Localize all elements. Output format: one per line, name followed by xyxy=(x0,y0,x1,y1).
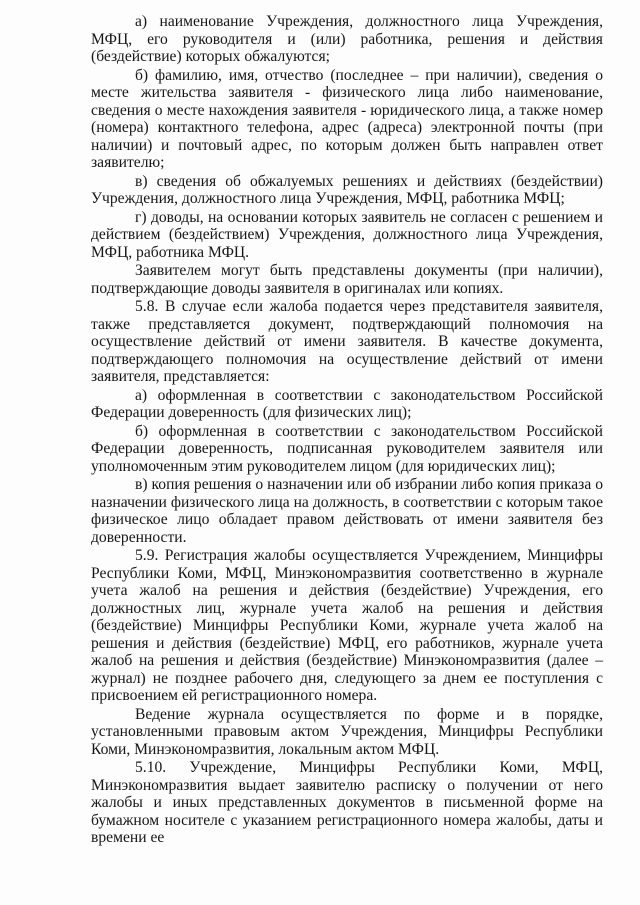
paragraph-supporting-documents: Заявителем могут быть представлены документы (при наличии), подтверждающие доводы заявителя в оригиналах или копиях. xyxy=(91,262,603,297)
paragraph-authority-item-b: б) оформленная в соответствии с законодательством Российской Федерации доверенность, подписанная руководителем заявителя или уполномоченным этим руководителем лицом (для юридических лиц); xyxy=(91,422,603,475)
paragraph-complaint-item-a: а) наименование Учреждения, должностного лица Учреждения, МФЦ, его руководителя и (или) работника, решения и действия (бездействие) которых обжалуются; xyxy=(91,13,603,65)
paragraph-authority-item-v: в) копия решения о назначении или об избрании либо копия приказа о назначении физического лица на должность, в соответствии с которым такое физическое лицо обладает правом действовать от имени заявителя без доверенности. xyxy=(91,476,603,546)
paragraph-section-5-8: 5.8. В случае если жалоба подается через представителя заявителя, также представляется документ, подтверждающий полномочия на осуществление действий от имени заявителя. В качестве документа, подтверждающего полномочия на осуществление действий от имени заявителя, представляется: xyxy=(91,298,603,385)
paragraph-complaint-item-g: г) доводы, на основании которых заявитель не согласен с решением и действием (бездействием) Учреждения, должностного лица Учреждения, МФЦ, работника МФЦ. xyxy=(91,208,603,261)
paragraph-section-5-10: 5.10. Учреждение, Минцифры Республики Коми, МФЦ, Минэкономразвития выдает заявителю расписку о получении от него жалобы и иных представленных документов в письменной форме на бумажном носителе с указанием регистрационного номера жалобы, даты и времени ее xyxy=(91,759,603,846)
paragraph-complaint-item-b: б) фамилию, имя, отчество (последнее – при наличии), сведения о месте жительства заявителя - физического лица либо наименование, сведения о месте нахождения заявителя - юридического лица, а также номер (номера) контактного телефона, адрес (адреса) электронной почты (при наличии) и почтовый адрес, по которым должен быть направлен ответ заявителю; xyxy=(91,66,603,171)
paragraph-journal-maintenance: Ведение журнала осуществляется по форме и в порядке, установленными правовым актом Учреждения, Минцифры Республики Коми, Минэкономразвития, локальным актом МФЦ. xyxy=(91,705,603,758)
paragraph-authority-item-a: а) оформленная в соответствии с законодательством Российской Федерации доверенность (для физических лиц); xyxy=(91,386,603,421)
paragraph-complaint-item-v: в) сведения об обжалуемых решениях и действиях (бездействии) Учреждения, должностного лица Учреждения, МФЦ, работника МФЦ; xyxy=(91,172,603,207)
paragraph-section-5-9: 5.9. Регистрация жалобы осуществляется Учреждением, Минцифры Республики Коми, МФЦ, Минэкономразвития соответственно в журнале учета жалоб на решения и действия (бездействие) Учреждения, его должностных лиц, журнале учета жалоб на решения и действия (бездействие) Минцифры Республики Коми, журнале учета жалоб на решения и действия (бездействие) МФЦ, его работников, журнале учета жалоб на решения и действия (бездействие) Минэкономразвития (далее – журнал) не позднее рабочего дня, следующего за днем ее поступления с присвоением ей регистрационного номера. xyxy=(91,547,603,704)
document-body xyxy=(91,13,603,847)
